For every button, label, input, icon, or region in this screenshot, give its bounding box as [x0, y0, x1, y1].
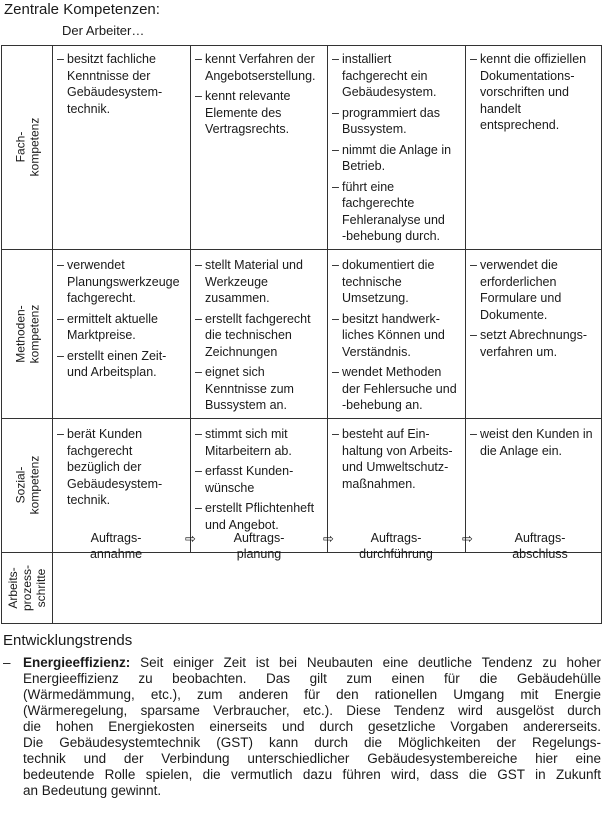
competence-item-text: dokumentiert die technische Umsetzung. — [342, 258, 435, 305]
bullet-dash: – — [195, 427, 202, 441]
bullet-dash: – — [332, 105, 339, 120]
competence-item-text: erstellt einen Zeit- und Arbeitsplan. — [67, 348, 167, 379]
cell-methoden-2 — [195, 257, 326, 418]
bullet-dash: – — [57, 258, 64, 272]
bullet-dash: – — [332, 142, 339, 157]
competence-item — [57, 257, 189, 307]
row-divider — [1, 249, 602, 250]
competence-item-text: besitzt handwerk- liches Können und Verständnis. — [342, 311, 445, 359]
competence-item-text: besitzt fachliche Kenntnisse der Gebäudesystem- technik. — [67, 52, 163, 116]
row-label-prozessschritte: Arbeits- prozess- schritte — [5, 564, 48, 612]
competence-item — [332, 311, 464, 361]
cell-methoden-3 — [332, 257, 464, 418]
competence-item — [57, 426, 189, 509]
competence-item — [195, 257, 326, 307]
competence-item-text: nimmt die Anlage in Betrieb. — [342, 142, 452, 173]
paragraph-line: (Wärmedämmung, etc.), zum anderen für den rationellen Umgang mit Energie — [23, 687, 601, 702]
competence-item-text: kennt Verfahren der Angebotserstellung. — [205, 52, 316, 83]
competence-item-text: erstellt fachgerecht die technischen Zeichnungen — [205, 311, 311, 359]
cell-fach-3 — [332, 51, 464, 249]
bullet-dash: – — [332, 311, 339, 326]
paragraph-line: Energieeffizienz zu beobachten. Das gilt zum einen für die Gebäudehülle — [23, 671, 601, 686]
competence-item — [195, 426, 326, 459]
competence-item — [195, 364, 326, 414]
bullet-dash: – — [332, 365, 339, 379]
competence-item-text: verwendet die erforderlichen Formulare und Dokumente. — [480, 258, 562, 322]
process-step-planung: Auftrags- planung — [233, 531, 285, 561]
competence-item — [470, 51, 601, 134]
bullet-dash: – — [195, 52, 202, 66]
bullet-dash: – — [470, 427, 477, 441]
process-step-durchfuehrung: Auftrags- durchführung — [359, 531, 433, 561]
col-divider — [465, 45, 466, 552]
competence-item — [195, 51, 326, 84]
row-label-fachkompetenz: Fach- kompetenz — [13, 117, 42, 177]
bullet-dash: – — [470, 52, 477, 66]
competence-item — [195, 311, 326, 361]
cell-sozial-4 — [470, 426, 601, 463]
competence-item-text: kennt relevante Elemente des Vertragsrechts. — [205, 89, 291, 136]
arrow-right-icon: ⇨ — [185, 531, 196, 546]
cell-fach-1 — [57, 51, 189, 121]
bullet-dash: – — [470, 328, 477, 342]
competence-item — [332, 51, 464, 101]
bullet-dash: – — [195, 501, 202, 515]
paragraph-line: die hohen Energiekosten einerseits und durch gesetzliche Vorgaben andererseits. — [23, 719, 601, 734]
cell-sozial-1 — [57, 426, 189, 513]
bullet-dash: – — [332, 179, 339, 194]
bullet-dash: – — [195, 311, 202, 326]
competence-item — [332, 257, 464, 307]
competence-item-text: weist den Kunden in die Anlage ein. — [480, 427, 593, 458]
arrow-right-icon: ⇨ — [462, 531, 473, 546]
trends-paragraph — [3, 655, 601, 799]
competence-item — [332, 179, 464, 245]
row-label-sozialkompetenz: Sozial- kompetenz — [13, 455, 42, 515]
competence-item-text: führt eine fachgerechte Fehleranalyse und -behebung durch. — [342, 179, 445, 243]
competence-item — [195, 88, 326, 138]
competence-item — [470, 426, 601, 459]
competence-item — [195, 463, 326, 496]
cell-methoden-4 — [470, 257, 601, 364]
bullet-dash: – — [195, 365, 202, 379]
col-divider — [190, 45, 191, 552]
cell-sozial-3 — [332, 426, 464, 496]
competence-item-text: programmiert das Bussystem. — [342, 105, 440, 136]
row-divider — [1, 418, 602, 419]
competence-item — [332, 105, 464, 138]
competence-item — [57, 348, 189, 381]
competence-item — [57, 311, 189, 344]
competence-item — [332, 364, 464, 414]
paragraph-line: bedeutende Rolle spielen, die vermutlich dazu führen wird, dass die GST in Zukunft — [23, 767, 601, 782]
competence-item — [332, 426, 464, 492]
competence-item — [57, 51, 189, 117]
col-divider — [327, 45, 328, 552]
bullet-dash: – — [57, 52, 64, 66]
competence-item — [470, 257, 601, 323]
competence-item-text: berät Kunden fachgerecht bezüglich der Gebäudesystem- technik. — [67, 427, 163, 507]
cell-fach-4 — [470, 51, 601, 138]
cell-fach-2 — [195, 51, 326, 142]
arrow-right-icon: ⇨ — [323, 531, 334, 546]
bullet-dash: – — [332, 258, 339, 272]
competence-item — [470, 327, 601, 360]
competence-item-text: setzt Abrechnungs- verfahren um. — [480, 328, 588, 359]
competence-item-text: stellt Material und Werkzeuge zusammen. — [205, 258, 303, 305]
competence-item-text: ermittelt aktuelle Marktpreise. — [67, 311, 159, 342]
bullet-dash: – — [57, 427, 64, 441]
competence-item-text: kennt die offiziellen Dokumentations- vorschriften und handelt entsprechend. — [480, 52, 587, 132]
paragraph-line: technik und der Verbindung unterschiedlicher Gebäudesystembereiche hier eine — [23, 751, 601, 766]
bullet-dash: – — [332, 52, 339, 66]
competence-item-text: stimmt sich mit Mitarbeitern ab. — [205, 427, 292, 458]
bullet-dash: – — [195, 258, 202, 272]
paragraph-line: (Wärmeregelung, sparsame Verbraucher, etc.). Diese Tendenz wird ausgelöst durch — [23, 703, 601, 718]
competence-item-text: eignet sich Kenntnisse zum Bussystem an. — [205, 365, 294, 412]
cell-methoden-1 — [57, 257, 189, 385]
competence-item-text: erfasst Kunden- wünsche — [205, 464, 294, 495]
process-step-abschluss: Auftrags- abschluss — [512, 531, 568, 561]
competence-item-text: erstellt Pflichtenheft und Angebot. — [205, 501, 315, 532]
col-divider — [52, 45, 53, 624]
process-step-annahme: Auftrags- annahme — [89, 531, 143, 561]
paragraph-line: – Energieeffizienz: Seit einiger Zeit ist bei Neubauten eine deutliche Tendenz zu hoher — [3, 655, 601, 670]
competence-item-text: installiert fachgerecht ein Gebäudesystem. — [342, 52, 437, 99]
bullet-dash: – — [195, 89, 202, 103]
paragraph-line: Die Gebäudesystemtechnik (GST) kann durch die Möglichkeiten der Regelungs- — [23, 735, 601, 750]
bullet-dash: – — [332, 427, 339, 441]
competence-item-text: verwendet Planungswerkzeuge fachgerecht. — [67, 258, 180, 305]
bullet-dash: – — [470, 258, 477, 272]
competence-item-text: besteht auf Ein- haltung von Arbeits- und Umweltschutz- maßnahmen. — [342, 427, 453, 491]
competence-item — [332, 142, 464, 175]
row-label-methodenkompetenz: Methoden- kompetenz — [13, 304, 42, 363]
bullet-dash: – — [57, 311, 64, 326]
page-title: Zentrale Kompetenzen: — [4, 1, 160, 18]
section-title-entwicklungstrends: Entwicklungstrends — [3, 632, 133, 649]
cell-sozial-2 — [195, 426, 326, 537]
paragraph-line: an Bedeutung gewinnt. — [23, 783, 162, 798]
bullet-dash: – — [57, 348, 64, 363]
competence-item-text: wendet Methoden der Fehlersuche und -behebung an. — [342, 365, 457, 412]
bullet-dash: – — [195, 464, 202, 478]
competence-item — [195, 500, 326, 533]
page-subtitle: Der Arbeiter… — [62, 23, 145, 38]
